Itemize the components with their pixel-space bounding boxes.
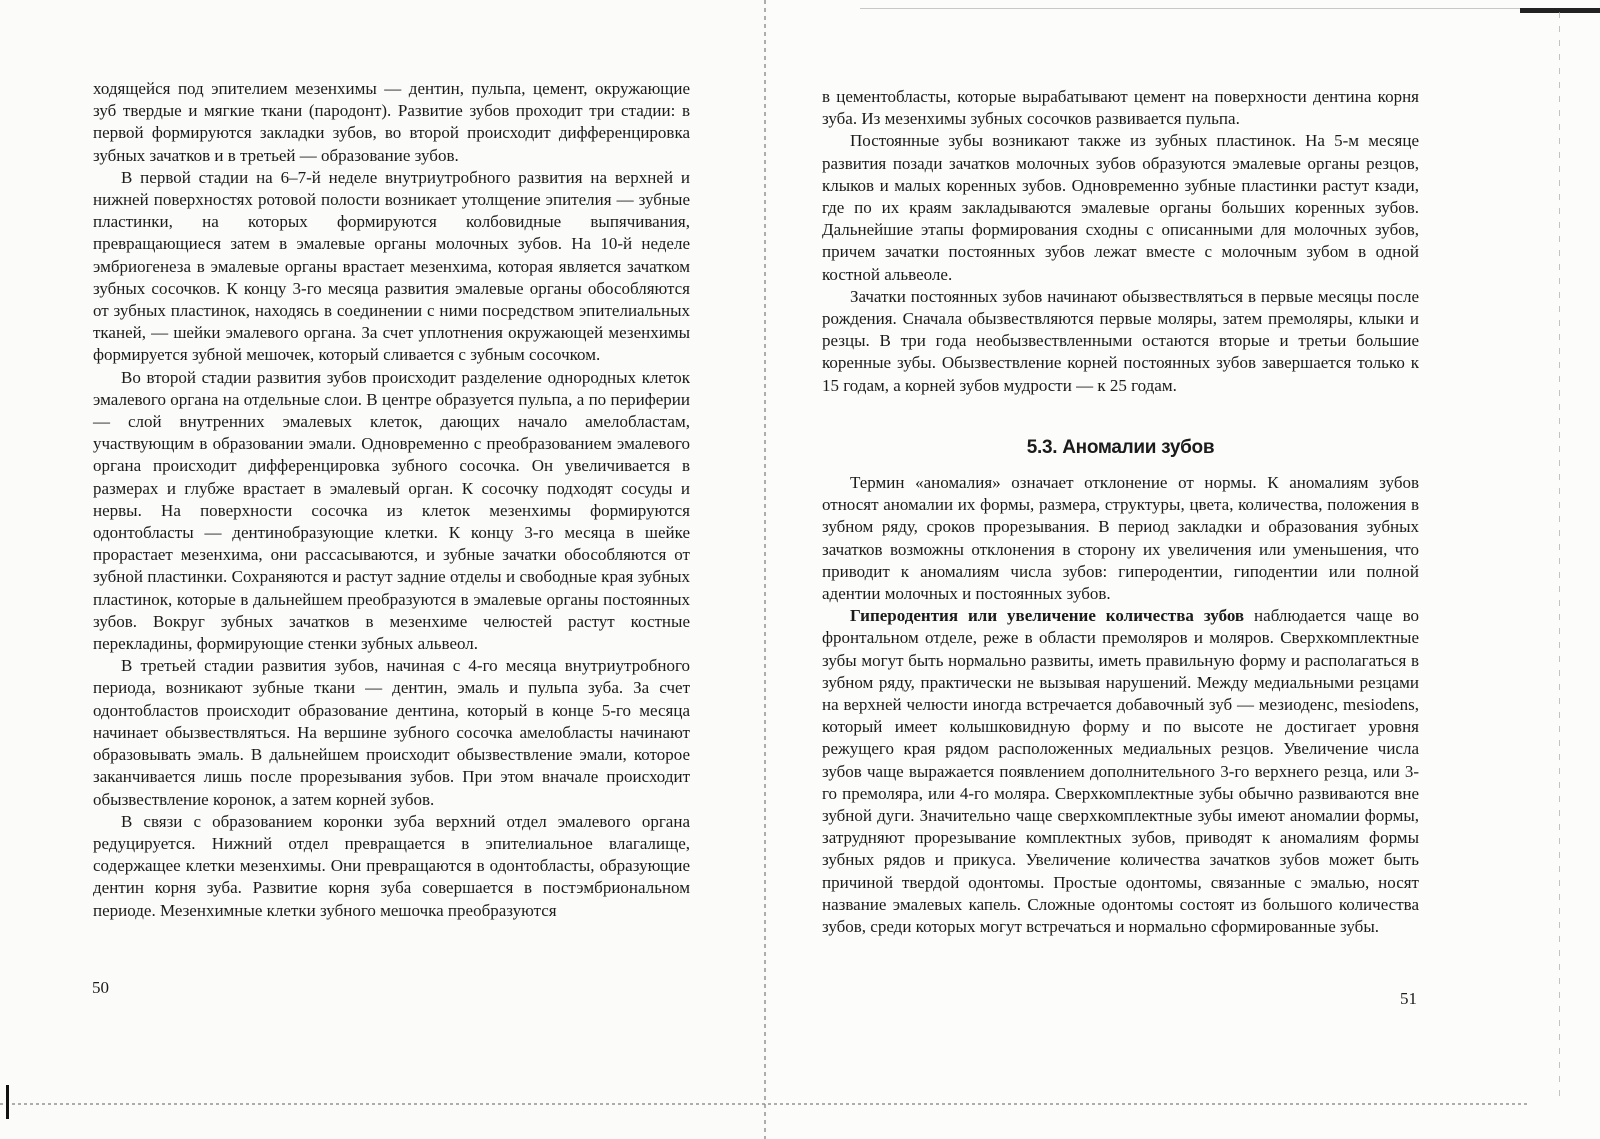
right-page-body-bottom [822,472,1419,938]
scan-mark-top-right [1520,8,1600,13]
paragraph: В первой стадии на 6–7-й неделе внутриутробного развития на верхней и нижней поверхностях ротовой полости возникает утолщение эпителия — зубные пластинки, на которых формируются колбовидные выпячивания, превращающиеся затем в эмалевые органы молочных зубов. На 10-й неделе эмбриогенеза в эмалевые органы врастает мезенхима, которая является зачатком зубных сосочков. К концу 3-го месяца развития эмалевые органы обособляются от зубных пластинок, находясь в соединении с ними посредством эпителиальных тканей, — шейки эмалевого органа. За счет уплотнения окружающей мезенхимы формируется зубной мешочек, который сливается с зубным сосочком. [93,167,690,365]
paragraph-rest: наблюдается чаще во фронтальном отделе, реже в области премоляров и моляров. Сверхкомплектные зубы могут быть нормально развиты, иметь правильную форму и располагаться в зубном ряду, практически не вызывая нарушений. Между медиальными резцами на верхней челюсти иногда встречается добавочный зуб — мезиоденс, mesiodens, который имеет колышковидную форму и по высоте не достигает уровня режущего края рядом расположенных медиальных резцов. Увеличение числа зубов чаще выражается появлением дополнительного 3-го верхнего резца, или 3-го премоляра, или 4-го моляра. Сверхкомплектные зубы обычно развиваются вне зубной дуги. Значительно чаще сверхкомплектные зубы имеют аномалии формы, затрудняют прорезывание комплектных зубов, приводят к аномалиям формы зубных рядов и прикуса. Увеличение количества зачатков зубов может быть причиной твердой одонтомы. Простые одонтомы, связанные с эмалью, носят название эмалевых капель. Сложные одонтомы состоят из большого количества зубов, среди которых могут встречаться и нормально сформированные зубы. [822,606,1419,937]
page-number-left: 50 [92,978,109,997]
bold-term: Гиперодентия или увеличение количества зубов [850,606,1245,626]
left-page-body [93,78,690,922]
book-gutter [764,0,766,1139]
paragraph: ходящейся под эпителием мезенхимы — дентин, пульпа, цемент, окружающие зуб твердые и мягкие ткани (пародонт). Развитие зубов проходит три стадии: в первой формируются закладки зубов, во второй происходит дифференцировка зубных зачатков и в третьей — образование зубов. [93,79,690,165]
paragraph-with-bold-lead [822,605,1419,938]
paragraph: Во второй стадии развития зубов происходит разделение однородных клеток эмалевого органа на отдельные слои. В центре образуется пульпа, а по периферии — слой внутренних эмалевых клеток, дающих начало амелобластам, участвующим в образовании эмали. Одновременно с преобразованием эмалевого органа происходит дифференцировка зубного сосочка. Он увеличивается в размерах и глубже врастает в эмалевый орган. К сосочку подходят сосуды и нервы. На поверхности сосочка из клеток мезенхимы формируются одонтобласты — дентинобразующие клетки. К концу 3-го месяца в шейке прорастает мезенхима, они рассасываются, и зубные зачатки обособляются от зубной пластинки. Сохраняются и растут задние отделы и свободные края зубных пластинок, которые в дальнейшем преобразуются в эмалевые органы постоянных зубов. Вокруг зубных зачатков в мезенхиме челюстей растут костные перекладины, формирующие стенки зубных альвеол. [93,367,690,654]
scan-mark-bottom-left [6,1085,9,1119]
paragraph: В третьей стадии развития зубов, начиная с 4-го месяца внутриутробного периода, возникают зубные ткани — дентин, эмаль и пульпа зуба. За счет одонтобластов происходит образование дентина, который в конце 5-го месяца начинает обызвествляться. На вершине зубного сосочка амелобласты начинают образовывать эмаль. В дальнейшем происходит обызвествление эмали, которое заканчивается лишь после прорезывания зубов. При этом вначале происходит обызвествление коронок, а затем корней зубов. [93,656,690,809]
paragraph: в цементобласты, которые вырабатывают цемент на поверхности дентина корня зуба. Из мезенхимы зубных сосочков развивается пульпа. [822,87,1419,129]
page-number-right: 51 [1400,989,1417,1008]
scan-edge-right [1559,12,1560,1102]
scan-edge-top [860,8,1520,9]
scan-edge-bottom [0,1103,1530,1105]
section-heading: 5.3. Аномалии зубов [1026,437,1215,458]
paragraph: В связи с образованием коронки зуба верхний отдел эмалевого органа редуцируется. Нижний отдел превращается в эпителиальное влагалище, содержащее клетки мезенхимы. Они превращаются в одонтобласты, образующие дентин корня зуба. Развитие корня зуба совершается в постэмбриональном периоде. Мезенхимные клетки зубного мешочка преобразуются [93,811,690,920]
right-page-body-top [822,86,1419,397]
paragraph: Термин «аномалия» означает отклонение от нормы. К аномалиям зубов относят аномалии их формы, размера, структуры, цвета, количества, положения в зубном ряду, сроков прорезывания. В период закладки и образования зубных зачатков возможны отклонения в сторону их увеличения или уменьшения, что приводит к аномалиям числа зубов: гиперодентии, гиподентии или полной адентии молочных и постоянных зубов. [822,473,1419,604]
paragraph: Постоянные зубы возникают также из зубных пластинок. На 5-м месяце развития позади зачатков молочных зубов образуются эмалевые органы резцов, клыков и малых коренных зубов. Одновременно зубные пластинки растут кзади, где по их краям закладываются эмалевые органы больших коренных зубов. Дальнейшие этапы формирования сходны с описанными для молочных зубов, причем зачатки постоянных зубов лежат вместе с молочным зубом в одной костной альвеоле. [822,131,1419,284]
paragraph: Зачатки постоянных зубов начинают обызвествляться в первые месяцы после рождения. Сначала обызвествляются первые моляры, затем премоляры, клыки и резцы. В три года необызвествленными остаются вторые и третьи большие коренные зубы. Обызвествление корней постоянных зубов завершается только к 15 годам, а корней зубов мудрости — к 25 годам. [822,286,1419,395]
